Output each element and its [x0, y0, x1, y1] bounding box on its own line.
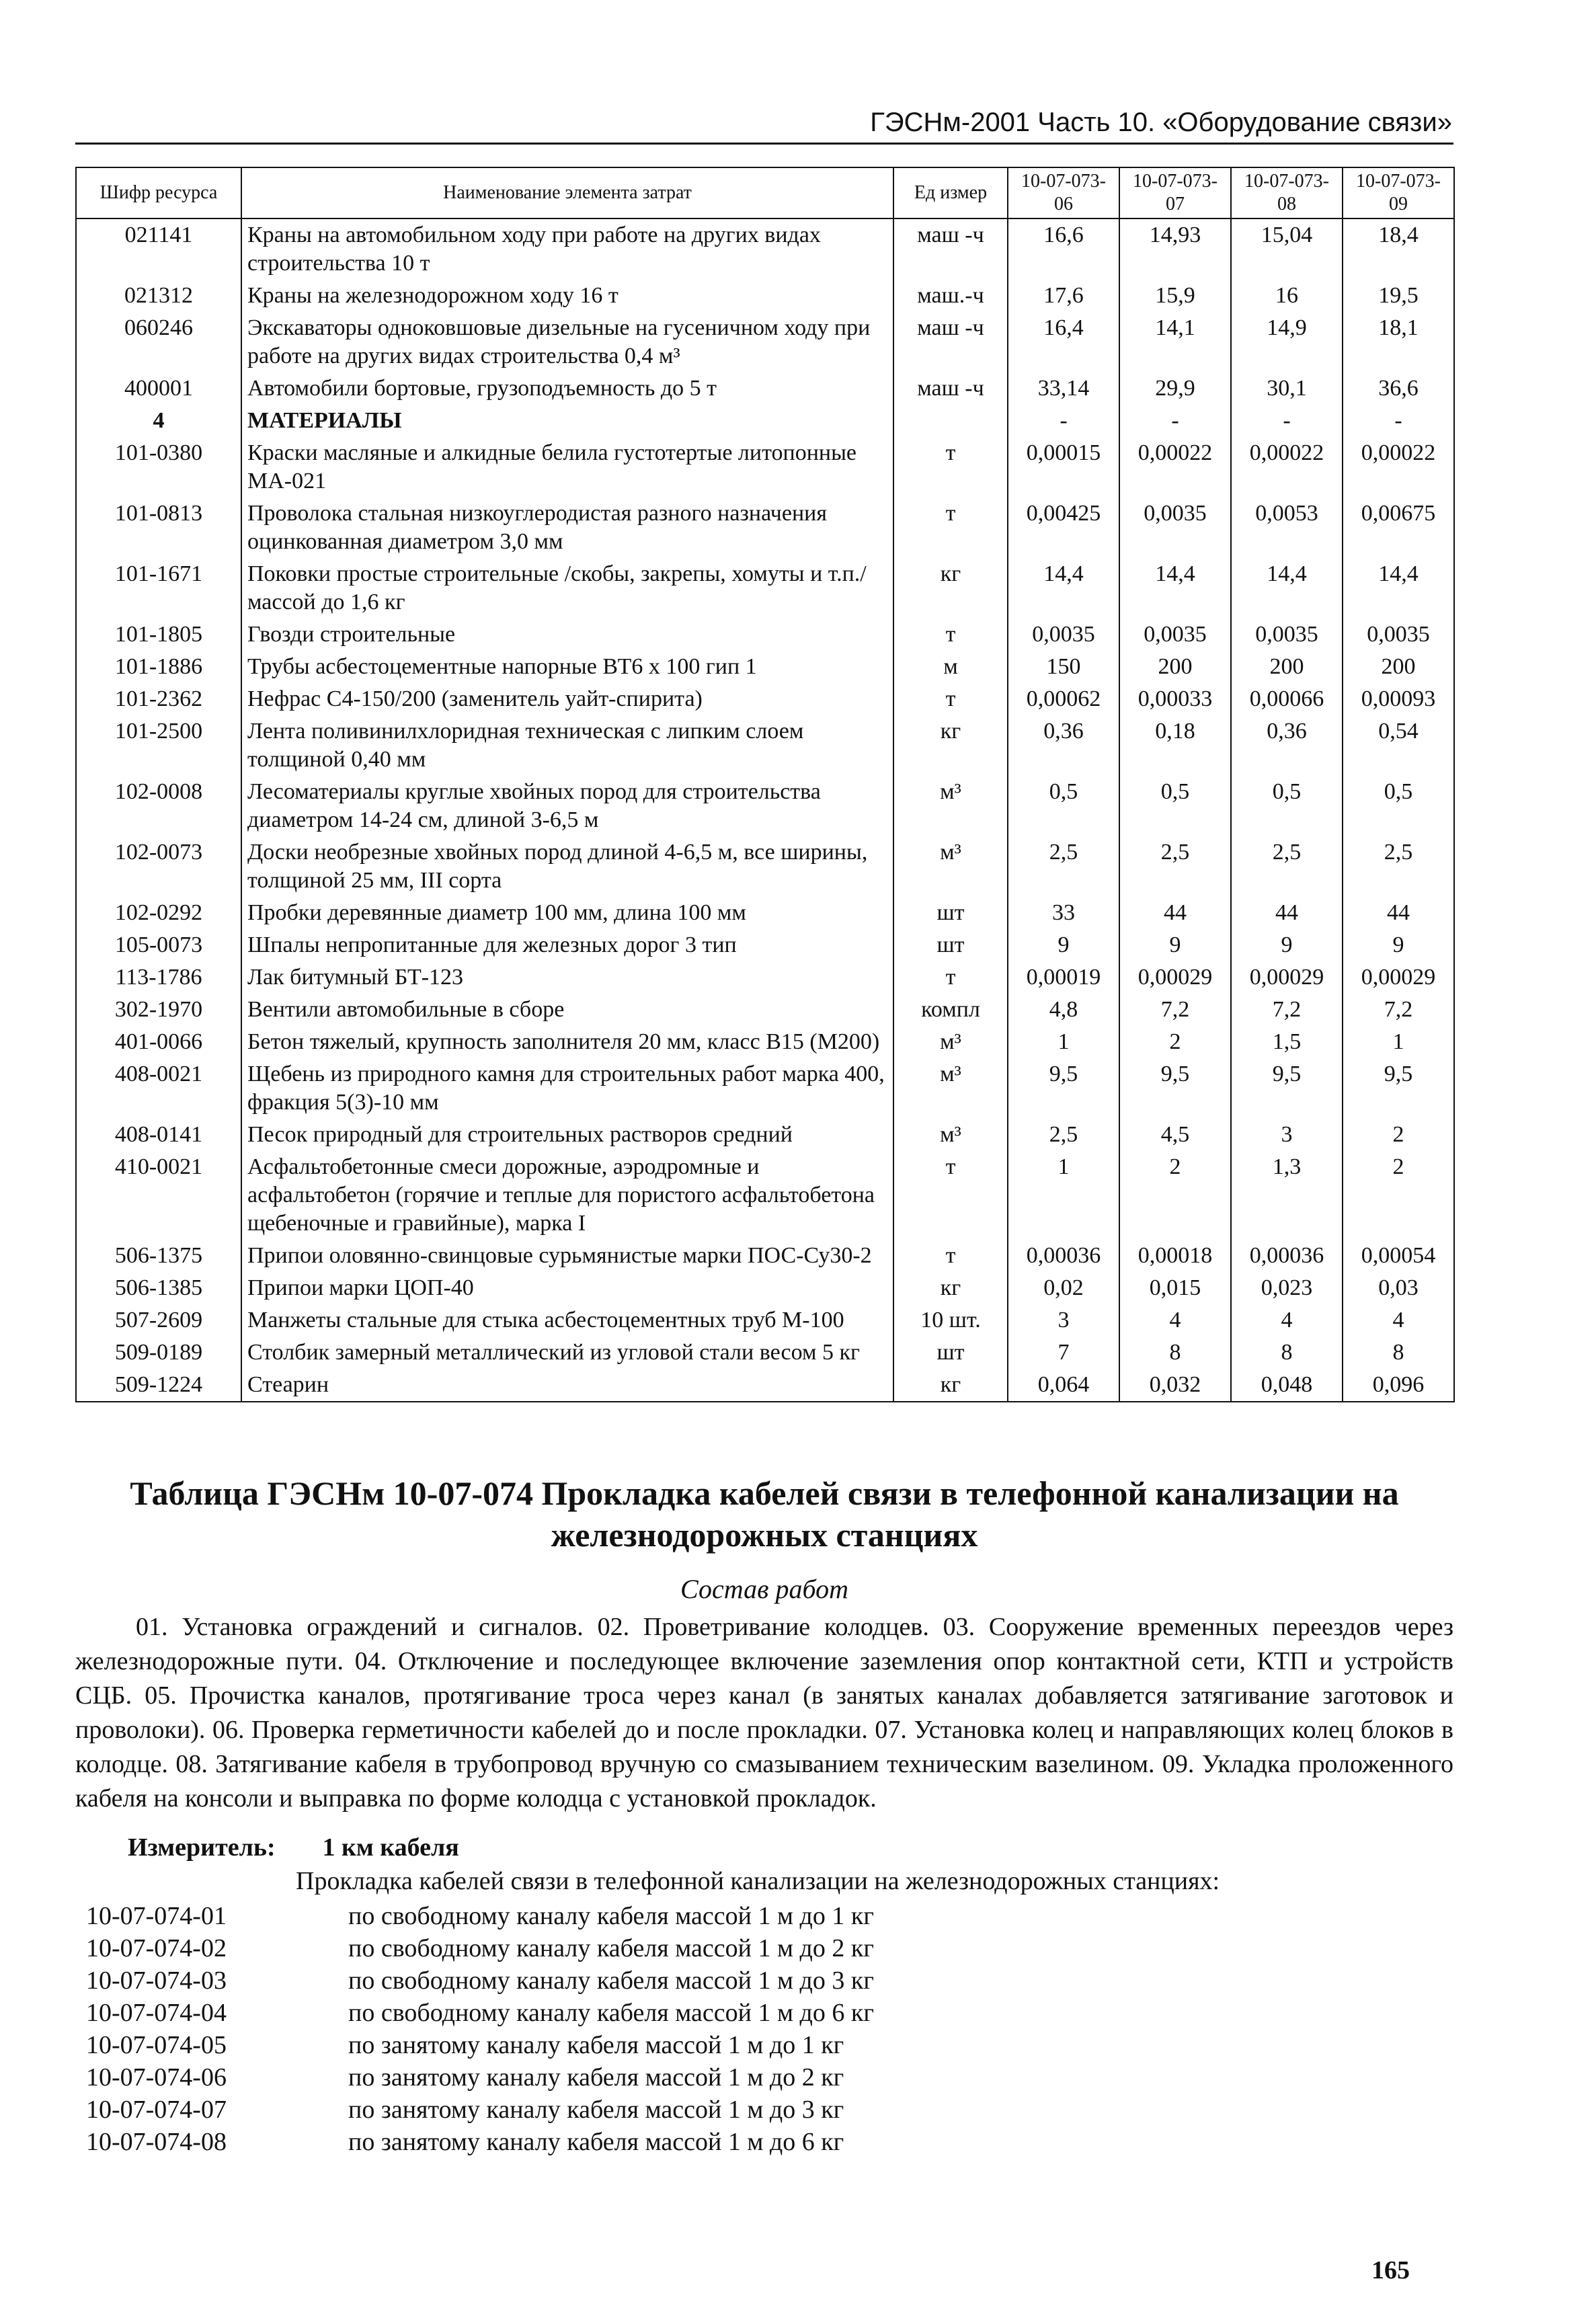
value-cell: 14,93 — [1119, 218, 1231, 280]
value-cell: 1,5 — [1231, 1026, 1343, 1058]
table-row — [76, 1304, 1454, 1337]
resource-name-cell: Краны на железнодорожном ходу 16 т — [241, 280, 893, 312]
unit-cell: маш -ч — [893, 312, 1008, 372]
value-cell: 9,5 — [1231, 1058, 1343, 1119]
unit-cell: т — [893, 498, 1008, 558]
resource-code-cell: 021141 — [76, 218, 241, 280]
value-cell: 0,0035 — [1343, 619, 1454, 651]
column-header: 10-07-073-08 — [1231, 167, 1343, 218]
value-cell: 0,0035 — [1008, 619, 1119, 651]
value-cell: 0,023 — [1231, 1272, 1343, 1304]
resource-name-cell: Манжеты стальные для стыка асбестоцементных труб М-100 — [241, 1304, 893, 1337]
value-cell: 0,00029 — [1231, 961, 1343, 994]
resource-code-cell: 101-1805 — [76, 619, 241, 651]
table-row — [76, 1272, 1454, 1304]
value-cell: 2,5 — [1343, 836, 1454, 897]
resource-name-cell: Столбик замерный металлический из угловой стали весом 5 кг — [241, 1337, 893, 1369]
value-cell: - — [1231, 405, 1343, 437]
table-row — [76, 1058, 1454, 1119]
table-row — [76, 558, 1454, 619]
resource-name-cell: Гвозди строительные — [241, 619, 893, 651]
unit-cell: м³ — [893, 1058, 1008, 1119]
resource-name-cell: Песок природный для строительных растворов средний — [241, 1119, 893, 1151]
value-cell: 0,00425 — [1008, 498, 1119, 558]
value-cell: 0,032 — [1119, 1369, 1231, 1402]
value-cell: 0,5 — [1008, 776, 1119, 836]
running-header: ГЭСНм-2001 Часть 10. «Оборудование связи» — [870, 108, 1452, 137]
value-cell: 29,9 — [1119, 372, 1231, 405]
resource-code-cell: 400001 — [76, 372, 241, 405]
table-row — [76, 1026, 1454, 1058]
value-cell: 9 — [1343, 929, 1454, 961]
value-cell: 44 — [1119, 897, 1231, 929]
value-cell: 0,0053 — [1231, 498, 1343, 558]
value-cell: 0,00022 — [1231, 437, 1343, 498]
unit-cell: м³ — [893, 1119, 1008, 1151]
value-cell: 200 — [1231, 651, 1343, 683]
value-cell: 19,5 — [1343, 280, 1454, 312]
variant-code: 10-07-074-02 — [86, 1934, 227, 1962]
value-cell: 0,00675 — [1343, 498, 1454, 558]
table-row — [76, 836, 1454, 897]
value-cell: 7,2 — [1231, 994, 1343, 1026]
resource-code-cell: 102-0073 — [76, 836, 241, 897]
resource-name-cell: Краны на автомобильном ходу при работе на других видах строительства 10 т — [241, 218, 893, 280]
variant-text: по занятому каналу кабеля массой 1 м до 6 кг — [348, 2128, 844, 2156]
unit-cell: кг — [893, 1369, 1008, 1402]
value-cell: 9 — [1119, 929, 1231, 961]
value-cell: 1,3 — [1231, 1151, 1343, 1240]
resource-code-cell: 021312 — [76, 280, 241, 312]
resource-name-cell: Трубы асбестоцементные напорные ВТ6 х 100 гип 1 — [241, 651, 893, 683]
value-cell: 0,03 — [1343, 1272, 1454, 1304]
table-row — [76, 372, 1454, 405]
variant-text: по свободному каналу кабеля массой 1 м до 1 кг — [348, 1902, 874, 1930]
variant-code: 10-07-074-03 — [86, 1966, 227, 1995]
value-cell: 8 — [1231, 1337, 1343, 1369]
resource-code-cell: 102-0008 — [76, 776, 241, 836]
resource-code-cell: 105-0073 — [76, 929, 241, 961]
value-cell: 16,4 — [1008, 312, 1119, 372]
resource-name-cell: Припои оловянно-свинцовые сурьмянистые марки ПОС-Су30-2 — [241, 1240, 893, 1272]
unit-cell: м³ — [893, 776, 1008, 836]
value-cell: 2,5 — [1008, 1119, 1119, 1151]
resources-table — [75, 167, 1455, 1402]
value-cell: 30,1 — [1231, 372, 1343, 405]
table-row — [76, 218, 1454, 280]
value-cell: 0,36 — [1231, 715, 1343, 776]
unit-cell: т — [893, 961, 1008, 994]
resource-code-cell: 101-1886 — [76, 651, 241, 683]
value-cell: 14,4 — [1008, 558, 1119, 619]
variant-text: по занятому каналу кабеля массой 1 м до 3 кг — [348, 2096, 844, 2124]
resource-name-cell: Экскаваторы одноковшовые дизельные на гусеничном ходу при работе на других видах строительства 0,4 м³ — [241, 312, 893, 372]
value-cell: 2 — [1119, 1026, 1231, 1058]
value-cell: 0,36 — [1008, 715, 1119, 776]
value-cell: 0,00036 — [1008, 1240, 1119, 1272]
value-cell: 33 — [1008, 897, 1119, 929]
value-cell: 33,14 — [1008, 372, 1119, 405]
value-cell: 44 — [1231, 897, 1343, 929]
resource-name-cell: Пробки деревянные диаметр 100 мм, длина 100 мм — [241, 897, 893, 929]
resource-name-cell: Щебень из природного камня для строительных работ марка 400, фракция 5(3)-10 мм — [241, 1058, 893, 1119]
unit-cell: м — [893, 651, 1008, 683]
resource-code-cell: 509-0189 — [76, 1337, 241, 1369]
table-row — [76, 1369, 1454, 1402]
value-cell: 14,4 — [1231, 558, 1343, 619]
variant-text: по свободному каналу кабеля массой 1 м до 6 кг — [348, 1999, 874, 2027]
value-cell: 2 — [1343, 1151, 1454, 1240]
resource-name-cell: Стеарин — [241, 1369, 893, 1402]
value-cell: 4 — [1231, 1304, 1343, 1337]
resource-code-cell: 4 — [76, 405, 241, 437]
value-cell: 0,00029 — [1343, 961, 1454, 994]
value-cell: 0,54 — [1343, 715, 1454, 776]
unit-cell: м³ — [893, 1026, 1008, 1058]
value-cell: 0,00015 — [1008, 437, 1119, 498]
value-cell: 150 — [1008, 651, 1119, 683]
resource-name-cell: Асфальтобетонные смеси дорожные, аэродромные и асфальтобетон (горячие и теплые для пористого асфальтобетона щебеночные и гравийные), марка I — [241, 1151, 893, 1240]
table-row — [76, 1337, 1454, 1369]
resource-name-cell: МАТЕРИАЛЫ — [241, 405, 893, 437]
value-cell: 3 — [1008, 1304, 1119, 1337]
value-cell: 9,5 — [1343, 1058, 1454, 1119]
unit-cell: кг — [893, 1272, 1008, 1304]
resource-name-cell: Припои марки ЦОП-40 — [241, 1272, 893, 1304]
table-row — [76, 715, 1454, 776]
variant-item — [86, 2126, 874, 2158]
value-cell: 0,18 — [1119, 715, 1231, 776]
resource-code-cell: 401-0066 — [76, 1026, 241, 1058]
value-cell: 16 — [1231, 280, 1343, 312]
variant-text: по свободному каналу кабеля массой 1 м до 2 кг — [348, 1934, 874, 1962]
value-cell: 0,5 — [1119, 776, 1231, 836]
variant-item — [86, 1932, 874, 1964]
value-cell: 14,4 — [1343, 558, 1454, 619]
variant-item — [86, 1997, 874, 2029]
table-body — [76, 218, 1454, 1402]
unit-cell: т — [893, 437, 1008, 498]
value-cell: 2 — [1119, 1151, 1231, 1240]
value-cell: 2,5 — [1231, 836, 1343, 897]
value-cell: 0,064 — [1008, 1369, 1119, 1402]
value-cell: 9,5 — [1008, 1058, 1119, 1119]
unit-cell: кг — [893, 715, 1008, 776]
unit-cell: шт — [893, 1337, 1008, 1369]
value-cell: - — [1119, 405, 1231, 437]
resource-code-cell: 408-0021 — [76, 1058, 241, 1119]
variant-item — [86, 2094, 874, 2126]
value-cell: 4,8 — [1008, 994, 1119, 1026]
column-header: 10-07-073-09 — [1343, 167, 1454, 218]
table-row — [76, 651, 1454, 683]
column-header: 10-07-073-06 — [1008, 167, 1119, 218]
resource-name-cell: Бетон тяжелый, крупность заполнителя 20 мм, класс В15 (М200) — [241, 1026, 893, 1058]
unit-cell: т — [893, 683, 1008, 715]
value-cell: - — [1008, 405, 1119, 437]
resource-name-cell: Вентили автомобильные в сборе — [241, 994, 893, 1026]
unit-cell: маш.-ч — [893, 280, 1008, 312]
unit-cell — [893, 405, 1008, 437]
value-cell: 14,9 — [1231, 312, 1343, 372]
value-cell: 14,1 — [1119, 312, 1231, 372]
value-cell: 1 — [1008, 1151, 1119, 1240]
value-cell: 0,00062 — [1008, 683, 1119, 715]
value-cell: 7,2 — [1119, 994, 1231, 1026]
unit-cell: 10 шт. — [893, 1304, 1008, 1337]
value-cell: 3 — [1231, 1119, 1343, 1151]
resource-name-cell: Автомобили бортовые, грузоподъемность до 5 т — [241, 372, 893, 405]
table-row — [76, 776, 1454, 836]
value-cell: 2,5 — [1008, 836, 1119, 897]
work-composition-heading: Состав работ — [680, 1574, 848, 1604]
variant-code: 10-07-074-08 — [86, 2128, 227, 2156]
meter-value: 1 км кабеля — [322, 1833, 459, 1862]
variant-code: 10-07-074-07 — [86, 2096, 227, 2124]
resource-name-cell: Доски необрезные хвойных пород длиной 4-6,5 м, все ширины, толщиной 25 мм, III сорта — [241, 836, 893, 897]
value-cell: 9,5 — [1119, 1058, 1231, 1119]
value-cell: 18,4 — [1343, 218, 1454, 280]
table-title: Таблица ГЭСНм 10-07-074 Прокладка кабелей связи в телефонной канализации на железнодорожных станциях — [130, 1474, 1399, 1554]
variant-item — [86, 1900, 874, 1932]
unit-cell: м³ — [893, 836, 1008, 897]
unit-cell: шт — [893, 929, 1008, 961]
resource-code-cell: 060246 — [76, 312, 241, 372]
value-cell: 0,00036 — [1231, 1240, 1343, 1272]
value-cell: 0,00019 — [1008, 961, 1119, 994]
variant-item — [86, 1964, 874, 1997]
resource-code-cell: 408-0141 — [76, 1119, 241, 1151]
value-cell: 4,5 — [1119, 1119, 1231, 1151]
table-row — [76, 1119, 1454, 1151]
resource-name-cell: Шпалы непропитанные для железных дорог 3 тип — [241, 929, 893, 961]
value-cell: 0,0035 — [1119, 619, 1231, 651]
resource-name-cell: Краски масляные и алкидные белила густотертые литопонные МА-021 — [241, 437, 893, 498]
unit-cell: т — [893, 1151, 1008, 1240]
meter-label: Измеритель: — [128, 1833, 276, 1862]
unit-cell: маш -ч — [893, 218, 1008, 280]
value-cell: 0,0035 — [1119, 498, 1231, 558]
resource-name-cell: Лесоматериалы круглые хвойных пород для строительства диаметром 14-24 см, длиной 3-6,5 м — [241, 776, 893, 836]
resource-name-cell: Лента поливинилхлоридная техническая с липким слоем толщиной 0,40 мм — [241, 715, 893, 776]
value-cell: 15,9 — [1119, 280, 1231, 312]
variants-list — [86, 1900, 874, 2158]
value-cell: 15,04 — [1231, 218, 1343, 280]
table-row — [76, 619, 1454, 651]
variant-text: по занятому каналу кабеля массой 1 м до 1 кг — [348, 2031, 844, 2059]
value-cell: 44 — [1343, 897, 1454, 929]
value-cell: 0,00066 — [1231, 683, 1343, 715]
value-cell: 200 — [1343, 651, 1454, 683]
variant-item — [86, 2061, 874, 2094]
value-cell: 0,00033 — [1119, 683, 1231, 715]
value-cell: 17,6 — [1008, 280, 1119, 312]
value-cell: 14,4 — [1119, 558, 1231, 619]
table-row — [76, 961, 1454, 994]
page-number: 165 — [1371, 2256, 1410, 2284]
resource-name-cell: Нефрас С4-150/200 (заменитель уайт-спирита) — [241, 683, 893, 715]
table-row — [76, 1240, 1454, 1272]
resource-code-cell: 509-1224 — [76, 1369, 241, 1402]
resource-code-cell: 101-0380 — [76, 437, 241, 498]
variant-code: 10-07-074-05 — [86, 2031, 227, 2059]
value-cell: 0,0035 — [1231, 619, 1343, 651]
resource-code-cell: 506-1375 — [76, 1240, 241, 1272]
variant-code: 10-07-074-01 — [86, 1902, 227, 1930]
value-cell: 7,2 — [1343, 994, 1454, 1026]
column-header: Ед измер — [893, 167, 1008, 218]
table-row — [76, 437, 1454, 498]
resource-code-cell: 302-1970 — [76, 994, 241, 1026]
value-cell: - — [1343, 405, 1454, 437]
unit-cell: шт — [893, 897, 1008, 929]
value-cell: 0,015 — [1119, 1272, 1231, 1304]
table-row — [76, 683, 1454, 715]
value-cell: 2 — [1343, 1119, 1454, 1151]
value-cell: 0,00022 — [1119, 437, 1231, 498]
table-row — [76, 280, 1454, 312]
value-cell: 8 — [1343, 1337, 1454, 1369]
table-row — [76, 929, 1454, 961]
variant-text: по занятому каналу кабеля массой 1 м до 2 кг — [348, 2063, 844, 2092]
table-row — [76, 498, 1454, 558]
value-cell: 0,00029 — [1119, 961, 1231, 994]
unit-cell: маш -ч — [893, 372, 1008, 405]
variant-code: 10-07-074-06 — [86, 2063, 227, 2092]
value-cell: 0,00018 — [1119, 1240, 1231, 1272]
resource-code-cell: 410-0021 — [76, 1151, 241, 1240]
resource-name-cell: Проволока стальная низкоуглеродистая разного назначения оцинкованная диаметром 3,0 мм — [241, 498, 893, 558]
resource-code-cell: 113-1786 — [76, 961, 241, 994]
value-cell: 0,048 — [1231, 1369, 1343, 1402]
value-cell: 4 — [1119, 1304, 1231, 1337]
value-cell: 9 — [1231, 929, 1343, 961]
unit-cell: т — [893, 619, 1008, 651]
section-row — [76, 405, 1454, 437]
column-header: 10-07-073-07 — [1119, 167, 1231, 218]
variants-heading: Прокладка кабелей связи в телефонной канализации на железнодорожных станциях: — [296, 1867, 1220, 1895]
unit-cell: т — [893, 1240, 1008, 1272]
value-cell: 1 — [1008, 1026, 1119, 1058]
value-cell: 0,096 — [1343, 1369, 1454, 1402]
value-cell: 36,6 — [1343, 372, 1454, 405]
resource-code-cell: 101-2362 — [76, 683, 241, 715]
resource-code-cell: 102-0292 — [76, 897, 241, 929]
table-row — [76, 1151, 1454, 1240]
table-header-row — [76, 167, 1454, 218]
variant-code: 10-07-074-04 — [86, 1999, 227, 2027]
value-cell: 0,02 — [1008, 1272, 1119, 1304]
value-cell: 16,6 — [1008, 218, 1119, 280]
value-cell: 18,1 — [1343, 312, 1454, 372]
unit-cell: кг — [893, 558, 1008, 619]
meter-line — [128, 1833, 459, 1862]
value-cell: 1 — [1343, 1026, 1454, 1058]
resource-code-cell: 507-2609 — [76, 1304, 241, 1337]
value-cell: 200 — [1119, 651, 1231, 683]
value-cell: 0,00093 — [1343, 683, 1454, 715]
value-cell: 0,00054 — [1343, 1240, 1454, 1272]
value-cell: 8 — [1119, 1337, 1231, 1369]
value-cell: 0,5 — [1343, 776, 1454, 836]
resource-name-cell: Поковки простые строительные /скобы, закрепы, хомуты и т.п./ массой до 1,6 кг — [241, 558, 893, 619]
resource-code-cell: 101-1671 — [76, 558, 241, 619]
table-row — [76, 312, 1454, 372]
column-header: Наименование элемента затрат — [241, 167, 893, 218]
value-cell: 0,5 — [1231, 776, 1343, 836]
header-rule — [75, 143, 1453, 145]
variant-text: по свободному каналу кабеля массой 1 м до 3 кг — [348, 1966, 874, 1995]
column-header: Шифр ресурса — [76, 167, 241, 218]
resource-code-cell: 101-0813 — [76, 498, 241, 558]
table-row — [76, 897, 1454, 929]
table-row — [76, 994, 1454, 1026]
value-cell: 7 — [1008, 1337, 1119, 1369]
resource-code-cell: 506-1385 — [76, 1272, 241, 1304]
unit-cell: компл — [893, 994, 1008, 1026]
resource-name-cell: Лак битумный БТ-123 — [241, 961, 893, 994]
resource-code-cell: 101-2500 — [76, 715, 241, 776]
value-cell: 9 — [1008, 929, 1119, 961]
value-cell: 0,00022 — [1343, 437, 1454, 498]
variant-item — [86, 2029, 874, 2061]
work-composition-text: 01. Установка ограждений и сигналов. 02. Проветривание колодцев. 03. Сооружение временных переездов через железнодорожные пути. 04. Отключение и последующее включение заземления опор контактной сети, КТП и устройств СЦБ. 05. Прочистка каналов, протягивание троса через канал (в занятых каналах добавляется затягивание заготовок и проволоки). 06. Проверка герметичности кабелей до и после прокладки. 07. Установка колец и направляющих колец блоков в колодце. 08. Затягивание кабеля в трубопровод вручную со смазыванием техническим вазелином. 09. Укладка проложенного кабеля на консоли и выправка по форме колодца с установкой прокладок. — [75, 1613, 1453, 1813]
value-cell: 2,5 — [1119, 836, 1231, 897]
value-cell: 4 — [1343, 1304, 1454, 1337]
